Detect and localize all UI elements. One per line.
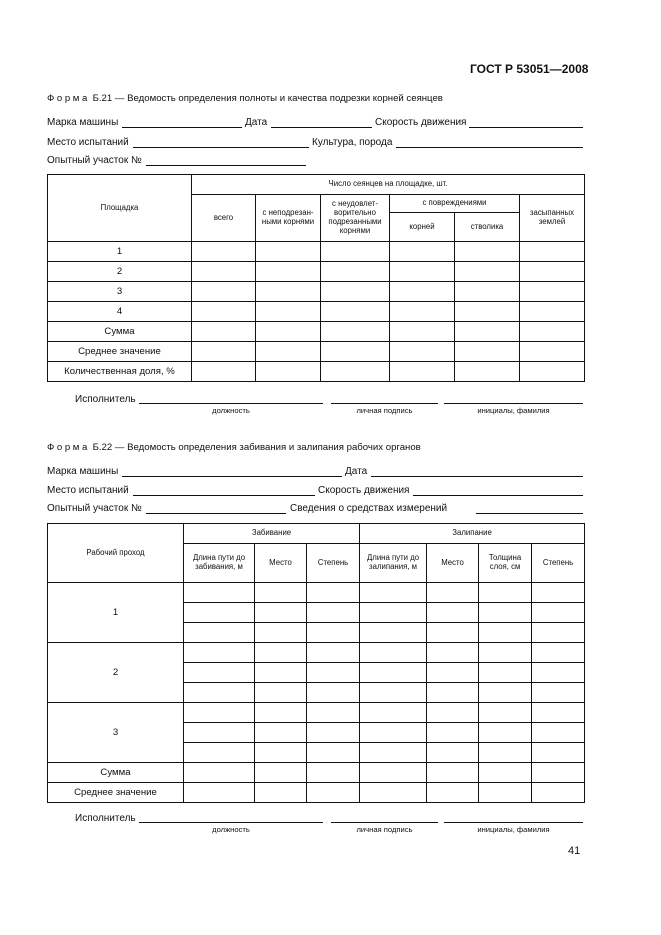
table-cell[interactable] [532,743,585,763]
row-label: Сумма [48,322,192,342]
table-row [48,643,585,663]
table-cell[interactable] [255,623,307,643]
form22-group-sticking: Залипание [360,524,585,544]
table-row [48,763,585,783]
form21-crop-label: Культура, порода [312,137,393,148]
table-row [48,242,585,262]
table-cell[interactable] [192,342,256,362]
table-cell[interactable] [360,683,427,703]
form21-position-field[interactable] [139,403,323,404]
table-cell[interactable] [184,723,255,743]
form21-col-stem: стволика [455,213,520,242]
table-cell[interactable] [255,703,307,723]
pass-label: 2 [48,643,184,703]
form22-machine-label: Марка машины [47,466,119,477]
form22-measure-field[interactable] [476,513,583,514]
table-cell[interactable] [390,322,455,342]
table-cell[interactable] [427,723,479,743]
table-cell[interactable] [255,583,307,603]
table-cell[interactable] [532,763,585,783]
table-cell[interactable] [192,322,256,342]
table-row [48,783,585,803]
table-cell[interactable] [184,583,255,603]
table-cell[interactable] [479,703,532,723]
form21-col-area: Площадка [48,175,192,242]
table-cell[interactable] [360,703,427,723]
table-cell[interactable] [455,242,520,262]
table-row [48,302,585,322]
table-cell[interactable] [455,322,520,342]
table-cell[interactable] [390,362,455,382]
table-cell[interactable] [321,342,390,362]
form22-col-thickness: Толщина слоя, см [479,544,532,583]
form21-place-label: Место испытаний [47,137,129,148]
form22-signature-caption: личная подпись [356,825,413,834]
table-cell[interactable] [479,783,532,803]
table-cell[interactable] [255,663,307,683]
table-cell[interactable] [455,362,520,382]
form21-title-text: Б.21 — Ведомость определения полноты и качества подрезки корней сеянцев [92,93,443,104]
row-label: 3 [48,282,192,302]
form22-col-degree: Степень [307,544,360,583]
table-cell[interactable] [192,262,256,282]
form21-plot-label: Опытный участок № [47,155,142,166]
table-cell[interactable] [427,743,479,763]
table-cell[interactable] [427,643,479,663]
table-cell[interactable] [256,282,321,302]
table-cell[interactable] [390,302,455,322]
table-cell[interactable] [479,603,532,623]
form21-col-unsatisfactory: с неудовлет-ворительно подрезанными корнями [321,195,390,242]
table-cell[interactable] [192,282,256,302]
form22-speed-label: Скорость движения [318,485,410,496]
table-cell[interactable] [184,743,255,763]
form21-title [47,93,443,104]
table-cell[interactable] [360,783,427,803]
table-cell[interactable] [321,242,390,262]
table-cell[interactable] [307,583,360,603]
form22-speed-field[interactable] [413,495,583,496]
form22-position-caption: должность [212,825,250,834]
form21-table [47,174,585,382]
form21-machine-field[interactable] [122,127,242,128]
form22-title-word: Форма [47,442,90,453]
form22-executor-label: Исполнитель [75,813,136,824]
table-cell[interactable] [255,683,307,703]
table-cell[interactable] [307,763,360,783]
table-cell[interactable] [307,603,360,623]
table-cell[interactable] [307,703,360,723]
table-cell[interactable] [455,302,520,322]
table-cell[interactable] [532,663,585,683]
table-cell[interactable] [321,362,390,382]
table-cell[interactable] [256,302,321,322]
table-cell[interactable] [184,603,255,623]
form21-speed-field[interactable] [469,127,583,128]
form22-col-path-stick: Длина пути до залипания, м [360,544,427,583]
pass-label: 1 [48,583,184,643]
table-cell[interactable] [520,342,585,362]
table-cell[interactable] [479,743,532,763]
form21-speed-label: Скорость движения [375,117,467,128]
form21-signature-caption: личная подпись [356,406,413,415]
form22-group-clogging: Забивание [184,524,360,544]
table-cell[interactable] [427,583,479,603]
form22-col-degree-2: Степень [532,544,585,583]
table-cell[interactable] [479,583,532,603]
table-cell[interactable] [255,603,307,623]
form21-name-caption: инициалы, фамилия [477,406,550,415]
table-cell[interactable] [307,723,360,743]
table-row [48,703,585,723]
form21-group-header: Число сеянцев на площадке, шт. [192,175,585,195]
table-cell[interactable] [532,683,585,703]
table-cell[interactable] [479,723,532,743]
form22-plot-label: Опытный участок № [47,503,142,514]
table-cell[interactable] [360,723,427,743]
table-cell[interactable] [455,282,520,302]
form22-measure-label: Сведения о средствах измерений [290,503,448,514]
form22-date-field[interactable] [371,476,583,477]
table-cell[interactable] [255,743,307,763]
table-cell[interactable] [307,683,360,703]
form22-plot-field[interactable] [146,513,286,514]
table-cell[interactable] [390,342,455,362]
table-cell[interactable] [360,663,427,683]
table-cell[interactable] [184,783,255,803]
form22-title-text: Б.22 — Ведомость определения забивания и залипания рабочих органов [92,442,421,453]
table-row [48,322,585,342]
table-cell[interactable] [307,743,360,763]
sum-label: Сумма [48,763,184,783]
form22-position-field[interactable] [139,822,323,823]
table-cell[interactable] [360,743,427,763]
table-cell[interactable] [427,663,479,683]
form22-place-label: Место испытаний [47,485,129,496]
form21-name-field[interactable] [444,403,583,404]
table-cell[interactable] [455,342,520,362]
table-cell[interactable] [184,703,255,723]
average-label: Среднее значение [48,783,184,803]
table-cell[interactable] [360,623,427,643]
table-cell[interactable] [532,603,585,623]
table-cell[interactable] [321,282,390,302]
form21-col-roots: корней [390,213,455,242]
table-cell[interactable] [390,262,455,282]
table-cell[interactable] [427,623,479,643]
form21-date-field[interactable] [271,127,372,128]
table-cell[interactable] [321,302,390,322]
table-cell[interactable] [184,643,255,663]
standard-number: ГОСТ Р 53051—2008 [470,62,589,76]
form22-col-place-2: Место [427,544,479,583]
form21-col-buried: засыпанных землей [520,195,585,242]
table-cell[interactable] [390,282,455,302]
table-cell[interactable] [427,603,479,623]
table-row [48,342,585,362]
table-cell[interactable] [479,623,532,643]
form22-name-caption: инициалы, фамилия [477,825,550,834]
form22-col-place: Место [255,544,307,583]
form21-group-damaged: с повреждениями [390,195,520,213]
table-cell[interactable] [256,322,321,342]
table-cell[interactable] [256,362,321,382]
table-cell[interactable] [360,583,427,603]
table-cell[interactable] [255,643,307,663]
table-cell[interactable] [321,262,390,282]
form21-signature-field[interactable] [331,403,438,404]
form22-table [47,523,585,803]
table-cell[interactable] [479,763,532,783]
table-cell[interactable] [427,683,479,703]
table-cell[interactable] [307,623,360,643]
form21-machine-label: Марка машины [47,117,119,128]
form21-position-caption: должность [212,406,250,415]
table-cell[interactable] [532,703,585,723]
page-number: 41 [568,845,581,857]
table-cell[interactable] [184,683,255,703]
pass-label: 3 [48,703,184,763]
table-cell[interactable] [532,643,585,663]
table-cell[interactable] [184,663,255,683]
table-cell[interactable] [192,362,256,382]
table-cell[interactable] [256,342,321,362]
form22-date-label: Дата [345,466,368,477]
table-cell[interactable] [479,663,532,683]
table-cell[interactable] [520,242,585,262]
table-cell[interactable] [360,763,427,783]
form22-signature-field[interactable] [331,822,438,823]
table-cell[interactable] [520,362,585,382]
table-cell[interactable] [532,723,585,743]
form22-title [47,442,421,453]
form21-plot-field[interactable] [146,165,306,166]
form22-machine-field[interactable] [122,476,342,477]
table-row [48,282,585,302]
table-cell[interactable] [255,763,307,783]
table-cell[interactable] [192,302,256,322]
table-cell[interactable] [360,643,427,663]
row-label: Количественная доля, % [48,362,192,382]
table-cell[interactable] [192,242,256,262]
table-cell[interactable] [255,723,307,743]
table-cell[interactable] [390,242,455,262]
table-cell[interactable] [184,623,255,643]
table-cell[interactable] [307,643,360,663]
row-label: 1 [48,242,192,262]
table-row [48,583,585,603]
row-label: 4 [48,302,192,322]
form21-crop-field[interactable] [396,147,583,148]
table-cell[interactable] [427,703,479,723]
table-cell[interactable] [520,302,585,322]
table-cell[interactable] [256,242,321,262]
table-cell[interactable] [360,603,427,623]
table-cell[interactable] [532,623,585,643]
row-label: 2 [48,262,192,282]
table-row [48,362,585,382]
form21-executor-label: Исполнитель [75,394,136,405]
row-label: Среднее значение [48,342,192,362]
table-cell[interactable] [520,322,585,342]
table-cell[interactable] [321,322,390,342]
form22-name-field[interactable] [444,822,583,823]
table-cell[interactable] [479,683,532,703]
table-cell[interactable] [455,262,520,282]
form21-col-total: всего [192,195,256,242]
table-row [48,262,585,282]
form21-date-label: Дата [245,117,268,128]
form22-col-pass: Рабочий проход [48,524,184,583]
table-cell[interactable] [520,262,585,282]
table-cell[interactable] [184,763,255,783]
table-cell[interactable] [532,783,585,803]
form21-title-word: Форма [47,93,90,104]
table-cell[interactable] [532,583,585,603]
form22-col-path-clog: Длина пути до забивания, м [184,544,255,583]
table-cell[interactable] [256,262,321,282]
form21-col-uncut: с неподрезан-ными корнями [256,195,321,242]
table-cell[interactable] [520,282,585,302]
form22-place-field[interactable] [133,495,315,496]
table-cell[interactable] [307,783,360,803]
table-cell[interactable] [255,783,307,803]
table-cell[interactable] [307,663,360,683]
table-cell[interactable] [427,763,479,783]
form21-place-field[interactable] [133,147,309,148]
table-cell[interactable] [479,643,532,663]
table-cell[interactable] [427,783,479,803]
